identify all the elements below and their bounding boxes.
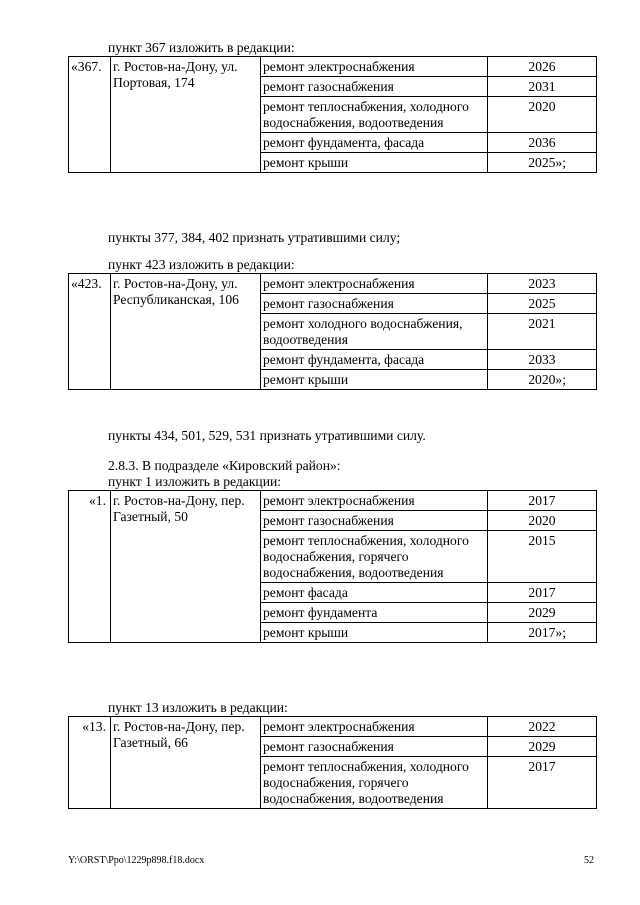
work-type: ремонт газоснабжения <box>261 294 488 314</box>
work-year: 2023 <box>488 274 597 294</box>
work-type: ремонт фундамента <box>261 603 488 623</box>
work-year: 2029 <box>488 737 597 757</box>
section-heading: 2.8.3. В подразделе «Кировский район»: <box>108 458 341 473</box>
entry-address: г. Ростов-на-Дону, пер. Газетный, 66 <box>111 717 261 809</box>
work-year: 2017 <box>488 491 597 511</box>
table-row <box>69 491 597 511</box>
work-year: 2029 <box>488 603 597 623</box>
entry-address: г. Ростов-на-Дону, пер. Газетный, 50 <box>111 491 261 643</box>
work-year: 2017 <box>488 583 597 603</box>
work-year: 2020 <box>488 511 597 531</box>
work-type: ремонт электроснабжения <box>261 274 488 294</box>
work-year: 2031 <box>488 77 597 97</box>
work-type: ремонт крыши <box>261 370 488 390</box>
entry-address: г. Ростов-на-Дону, ул. Республиканская, 106 <box>111 274 261 390</box>
work-year: 2017»; <box>488 623 597 643</box>
work-type: ремонт газоснабжения <box>261 511 488 531</box>
work-type: ремонт крыши <box>261 623 488 643</box>
paragraph: пункт 1 изложить в редакции: <box>108 474 282 489</box>
work-year: 2025 <box>488 294 597 314</box>
entry-number: «13. <box>69 717 111 809</box>
entry-number: «423. <box>69 274 111 390</box>
work-type: ремонт фундамента, фасада <box>261 350 488 370</box>
work-year: 2015 <box>488 531 597 583</box>
entry-table <box>68 56 597 173</box>
work-year: 2021 <box>488 314 597 350</box>
work-year: 2025»; <box>488 153 597 173</box>
entry-number: «1. <box>69 491 111 643</box>
work-type: ремонт теплоснабжения, холодного водоснабжения, горячего водоснабжения, водоотведения <box>261 757 488 809</box>
work-year: 2026 <box>488 57 597 77</box>
work-type: ремонт фундамента, фасада <box>261 133 488 153</box>
work-type: ремонт электроснабжения <box>261 57 488 77</box>
work-year: 2033 <box>488 350 597 370</box>
work-type: ремонт холодного водоснабжения, водоотведения <box>261 314 488 350</box>
work-year: 2020 <box>488 97 597 133</box>
work-type: ремонт теплоснабжения, холодного водоснабжения, горячего водоснабжения, водоотведения <box>261 531 488 583</box>
work-type: ремонт газоснабжения <box>261 737 488 757</box>
table-row <box>69 57 597 77</box>
entry-table <box>68 716 597 809</box>
work-type: ремонт электроснабжения <box>261 717 488 737</box>
page-number: 52 <box>584 855 594 866</box>
work-type: ремонт электроснабжения <box>261 491 488 511</box>
work-year: 2017 <box>488 757 597 809</box>
work-year: 2020»; <box>488 370 597 390</box>
work-type: ремонт газоснабжения <box>261 77 488 97</box>
table-row <box>69 274 597 294</box>
paragraph: пункт 423 изложить в редакции: <box>108 257 295 272</box>
paragraph: пункт 367 изложить в редакции: <box>108 40 295 55</box>
work-type: ремонт теплоснабжения, холодного водоснабжения, водоотведения <box>261 97 488 133</box>
work-type: ремонт крыши <box>261 153 488 173</box>
paragraph: пункты 377, 384, 402 признать утратившими силу; <box>108 230 401 245</box>
entry-number: «367. <box>69 57 111 173</box>
footer-file-path: Y:\ORST\Ppo\1229p898.f18.docx <box>68 855 205 866</box>
table-row <box>69 717 597 737</box>
work-year: 2022 <box>488 717 597 737</box>
entry-address: г. Ростов-на-Дону, ул. Портовая, 174 <box>111 57 261 173</box>
work-year: 2036 <box>488 133 597 153</box>
entry-table <box>68 490 597 643</box>
paragraph: пункт 13 изложить в редакции: <box>108 700 288 715</box>
work-type: ремонт фасада <box>261 583 488 603</box>
entry-table <box>68 273 597 390</box>
paragraph: пункты 434, 501, 529, 531 признать утратившими силу. <box>108 428 426 443</box>
